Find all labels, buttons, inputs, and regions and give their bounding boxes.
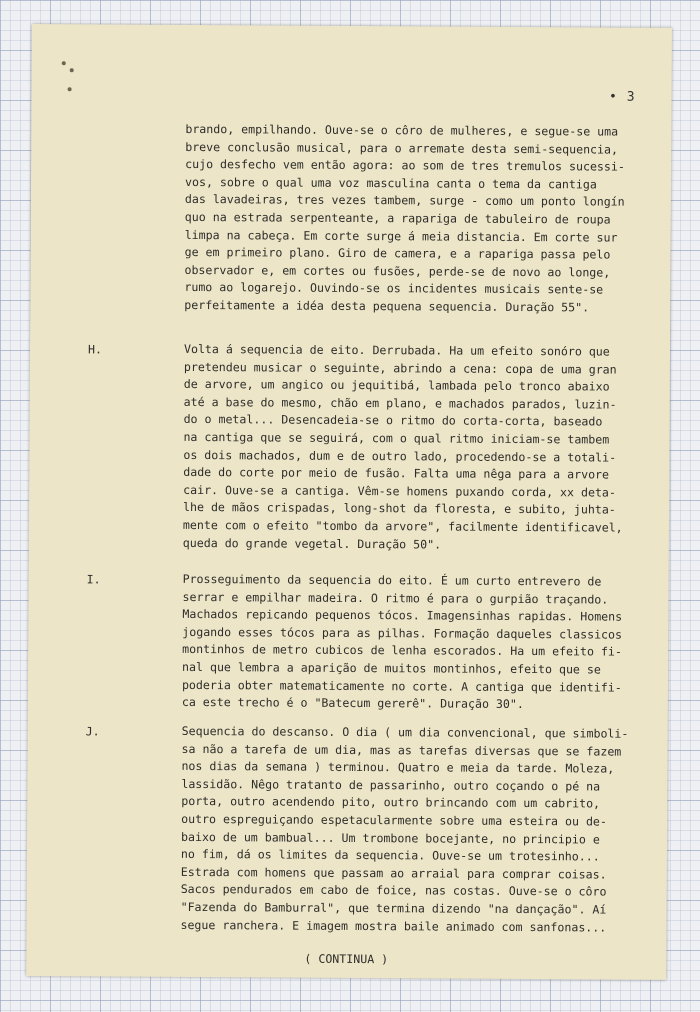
text-line: queda do grande vegetal. Duração 50". [182, 535, 442, 552]
text-line: poderia obter matematicamente no corte. A cantiga que identifi- [181, 677, 622, 695]
text-line: das lavadeiras, tres vezes tambem, surge - como um ponto longín [184, 192, 625, 209]
text-line: brando, empilhando. Ouve-se o côro de mulheres, e segue-se uma [185, 121, 619, 139]
typewritten-page [26, 24, 672, 980]
text-line: segue ranchera. E imagem mostra baile animado com sanfonas... [180, 917, 607, 935]
text-line: vos, sobre o qual uma voz masculina canta o tema da cantiga [184, 174, 597, 192]
text-line: nal que lembra a aparição de muitos montinhos, efeito que se [182, 659, 601, 677]
text-line: quo na estrada serpenteante, a rapariga de tabuleiro de roupa [184, 209, 611, 227]
text-line: breve conclusão musical, para o arremate desta semi-sequencia, [185, 139, 619, 157]
text-line: nos dias da semana ) terminou. Quatro e meia da tarde. Moleza, [181, 759, 615, 776]
text-line: ge em primeiro plano. Giro de camera, e a rapariga passa pelo [184, 245, 611, 262]
text-line: serrar e empilhar madeira. O ritmo é para o gurpião traçando. [182, 589, 609, 607]
text-line: Estrada com homens que passam ao arraial para comprar coisas. [180, 864, 607, 882]
text-line: perfeitamente a idéa desta pequena sequencia. Duração 55". [184, 297, 590, 315]
text-line: cair. Ouve-se a cantiga. Vêm-se homens puxando corda, xx deta- [183, 482, 616, 500]
text-line: do o metal... Desencadeia-se o ritmo do corta-corta, baseado [183, 412, 603, 429]
text-line: cujo desfecho vem então agora: ao som de tres tremulos sucessi- [185, 157, 625, 174]
text-line: lhe de mãos crispadas, long-shot da floresta, e subito, juhta- [183, 500, 616, 517]
paragraph-h [183, 341, 672, 555]
text-line: Prosseguimento da sequencia do eito. É um curto entrevero de [182, 571, 602, 589]
text-line: observador e, em cortes ou fusões, perde-se de novo ao longe, [184, 262, 611, 280]
text-line: Sacos pendurados em cabo de foice, nas costas. Ouve-se o côro [180, 882, 607, 899]
text-line: pretendeu musicar o seguinte, abrindo a cena: copa de uma gran [183, 359, 617, 377]
text-line: Volta á sequencia de eito. Derrubada. Ha um efeito sonóro que [183, 341, 610, 359]
text-line: porta, outro acendendo pito, outro brincando com um cabrito, [181, 794, 601, 811]
text-line: jogando esses tócos para as pilhas. Formação daqueles classicos [182, 624, 623, 642]
text-line: de arvore, um angico ou jequitibá, lambada pelo tronco abaixo [183, 377, 610, 394]
text-line: outro espreguiçando espetacularmente sobre uma esteira ou de- [181, 811, 607, 829]
punch-hole [62, 61, 66, 65]
text-line: até a base do mesmo, chão em plano, e machados parados, luzin- [183, 394, 617, 412]
text-line: no fim, dá os limites da sequencia. Ouve-se um trotesinho... [180, 847, 600, 864]
section-label-h: H. [87, 342, 103, 357]
paragraph-j [180, 723, 669, 937]
text-line: mente com o efeito "tombo da arvore", facilmente identificavel, [182, 517, 623, 535]
paragraph-i [182, 571, 671, 715]
text-line: sa não a tarefa de um dia, mas as tarefas diversas que se fazem [181, 741, 622, 759]
punch-hole [70, 68, 74, 72]
section-label-j: J. [85, 724, 100, 739]
section-label-i: I. [86, 572, 101, 587]
text-line: limpa na cabeça. Em corte surge á meia distancia. Em corte sur [184, 227, 618, 245]
paragraph-intro [184, 121, 673, 318]
text-line: montinhos de metro cubicos de lenha escorados. Ha um efeito fi- [182, 642, 622, 659]
text-line: Sequencia do descanso. O dia ( um dia convencional, que simboli- [181, 723, 629, 741]
text-line: ca este trecho é o "Batecum gererê". Duração 30". [181, 695, 524, 712]
text-line: dade do corte por meio de fusão. Falta uma nêga para a arvore [183, 465, 610, 482]
punch-hole [68, 87, 72, 91]
text-line: rumo ao logarejo. Ouvindo-se os incidentes musicais sente-se [184, 280, 604, 297]
continuation-note: ( CONTINUA ) [304, 951, 389, 967]
text-line: baixo de um bambual... Um trombone bocejante, no principio e [180, 829, 600, 847]
text-line: "Fazenda do Bamburral", que termina dizendo "na dançação". Aí [180, 899, 607, 917]
text-line: Machados repicando pequenos tócos. Imagensinhas rapidas. Homens [182, 607, 623, 624]
text-line: na cantiga que se seguirá, com o qual ritmo iniciam-se tambem [183, 429, 610, 447]
page-number: • 3 [609, 89, 636, 105]
text-line: os dois machados, dum e de outro lado, procedendo-se a totali- [183, 447, 617, 465]
text-line: lassidão. Nêgo tratanto de passarinho, outro coçando o pé na [181, 776, 601, 794]
